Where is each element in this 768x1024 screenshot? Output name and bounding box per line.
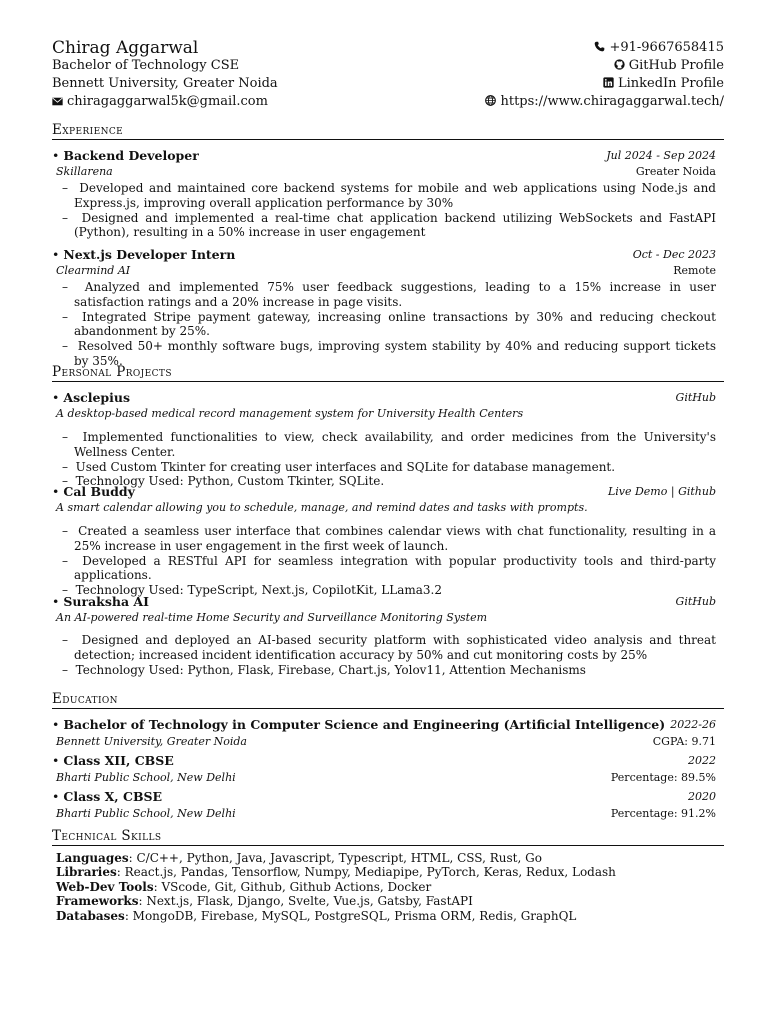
- bullet-item: – Integrated Stripe payment gateway, increasing online transactions by 30% and reducing checkout abandonment by 25%.: [62, 310, 716, 340]
- skill-value: C/C++, Python, Java, Javascript, Typescript, HTML, CSS, Rust, Go: [136, 851, 542, 865]
- bullet-item: – Developed a RESTful API for seamless integration with popular productivity tools and third-party applications.: [62, 554, 716, 584]
- education-entry-sub: [56, 807, 716, 821]
- degree-title: Class X, CBSE: [63, 789, 163, 804]
- job-location: Remote: [673, 264, 716, 277]
- skill-value: React.js, Pandas, Tensorflow, Numpy, Mediapipe, PyTorch, Keras, Redux, Lodash: [124, 865, 616, 880]
- email-contact[interactable]: [52, 94, 268, 109]
- bullet-item: – Implemented functionalities to view, check availability, and order medicines from the University's Wellness Center.: [62, 430, 716, 460]
- company-name: Clearmind AI: [56, 264, 131, 277]
- github-icon: [614, 59, 625, 70]
- bullet-item: – Technology Used: Python, Custom Tkinter, SQLite.: [62, 474, 716, 489]
- bullet-item: – Technology Used: TypeScript, Next.js, CopilotKit, LLama3.2: [62, 583, 716, 598]
- skill-value: VScode, Git, Github, Github Actions, Docker: [161, 879, 432, 894]
- project-entry-sub: [56, 407, 716, 421]
- candidate-name: Chirag Aggarwal: [52, 38, 199, 58]
- skill-label: Libraries: [56, 865, 117, 880]
- linkedin-text: LinkedIn Profile: [617, 76, 724, 91]
- education-score: Percentage: 91.2%: [610, 807, 716, 820]
- education-date: 2022: [688, 754, 716, 767]
- experience-entry-sub: [56, 165, 716, 179]
- skill-value: MongoDB, Firebase, MySQL, PostgreSQL, Prisma ORM, Redis, GraphQL: [132, 908, 577, 923]
- project-link[interactable]: GitHub: [675, 391, 716, 404]
- skills-list: [56, 851, 716, 923]
- project-entry-title: • Cal Buddy Live Demo | Github: [52, 484, 716, 499]
- education-entry-title: • Class X, CBSE 2020: [52, 789, 716, 804]
- experience-entry-title: • Backend Developer Jul 2024 - Sep 2024: [52, 148, 716, 163]
- website-link[interactable]: [485, 94, 724, 109]
- school-name: Bharti Public School, New Delhi: [56, 807, 236, 820]
- project-title: Suraksha AI: [63, 594, 149, 609]
- project-entry-title: • Asclepius GitHub: [52, 390, 716, 405]
- bullet-item: – Used Custom Tkinter for creating user interfaces and SQLite for database management.: [62, 460, 716, 475]
- degree-title: Bachelor of Technology in Computer Science and Engineering (Artificial Intelligence): [63, 717, 666, 732]
- job-location: Greater Noida: [635, 165, 716, 178]
- job-date: Jul 2024 - Sep 2024: [606, 149, 716, 162]
- degree-text: Bachelor of Technology CSE: [52, 58, 240, 73]
- project-description: An AI-powered real-time Home Security and Surveillance Monitoring System: [56, 611, 488, 624]
- phone-text: +91-9667658415: [609, 40, 724, 55]
- project-entry-title: • Suraksha AI GitHub: [52, 594, 716, 609]
- job-title: Next.js Developer Intern: [63, 247, 236, 262]
- degree-title: Class XII, CBSE: [63, 753, 174, 768]
- company-name: Skillarena: [56, 165, 113, 178]
- project-title: Asclepius: [63, 390, 131, 405]
- education-entry-title: • Bachelor of Technology in Computer Science and Engineering (Artificial Intelligence) 2022-26: [52, 717, 716, 732]
- skills-row: Databases: MongoDB, Firebase, MySQL, PostgreSQL, Prisma ORM, Redis, GraphQL: [56, 908, 577, 923]
- job-date: Oct - Dec 2023: [632, 248, 716, 261]
- skills-row: Languages: C/C++, Python, Java, Javascript, Typescript, HTML, CSS, Rust, Go: [56, 851, 542, 865]
- globe-icon: [485, 95, 496, 106]
- projects-heading: Personal Projects: [52, 364, 724, 382]
- project-entry-sub: [56, 501, 716, 515]
- experience-entry-sub: [56, 264, 716, 278]
- education-score: CGPA: 9.71: [652, 735, 716, 748]
- job-title: Backend Developer: [63, 148, 199, 163]
- bullet-item: – Technology Used: Python, Flask, Firebase, Chart.js, Yolov11, Attention Mechanisms: [62, 663, 716, 678]
- linkedin-icon: [603, 77, 614, 88]
- bullet-item: – Designed and implemented a real-time chat application backend utilizing WebSockets and FastAPI (Python), resulting in a 50% increase in user engagement: [62, 211, 716, 241]
- school-name: Bharti Public School, New Delhi: [56, 771, 236, 784]
- skill-label: Databases: [56, 908, 125, 923]
- education-entry-title: • Class XII, CBSE 2022: [52, 753, 716, 768]
- github-profile-link[interactable]: [614, 58, 724, 73]
- skills-row: Web-Dev Tools: VScode, Git, Github, Github Actions, Docker: [56, 879, 432, 894]
- github-text: GitHub Profile: [628, 58, 724, 73]
- bullet-item: – Developed and maintained core backend systems for mobile and web applications using Node.js and Express.js, improving overall application performance by 30%: [62, 181, 716, 211]
- education-entry-sub: [56, 771, 716, 785]
- project-bullets: [62, 430, 716, 489]
- education-score: Percentage: 89.5%: [610, 771, 716, 784]
- skills-row: Libraries: React.js, Pandas, Tensorflow, Numpy, Mediapipe, PyTorch, Keras, Redux, Lodash: [56, 865, 616, 880]
- education-heading: Education: [52, 691, 724, 709]
- experience-entry-title: • Next.js Developer Intern Oct - Dec 2023: [52, 247, 716, 262]
- education-entry-sub: [56, 735, 716, 749]
- project-link[interactable]: GitHub: [675, 595, 716, 608]
- skills-heading: Technical Skills: [52, 828, 724, 846]
- experience-heading: Experience: [52, 122, 724, 140]
- job-bullets: [62, 280, 716, 369]
- phone-contact[interactable]: [594, 40, 724, 55]
- phone-icon: [594, 41, 605, 52]
- website-text: https://www.chiragaggarwal.tech/: [500, 94, 724, 109]
- skills-row: Frameworks: Next.js, Flask, Django, Svelte, Vue.js, Gatsby, FastAPI: [56, 894, 473, 909]
- project-link[interactable]: Live Demo | Github: [607, 485, 716, 498]
- linkedin-profile-link[interactable]: [603, 76, 724, 91]
- project-entry-sub: [56, 611, 716, 625]
- email-text: chiragaggarwal5k@gmail.com: [67, 94, 268, 109]
- bullet-item: – Designed and deployed an AI-based security platform with sophisticated video analysis and threat detection; increased incident identification accuracy by 50% and cut monitoring costs by 25%: [62, 633, 716, 663]
- bullet-item: – Resolved 50+ monthly software bugs, improving system stability by 40% and reducing support tickets by 35%.: [62, 339, 716, 369]
- education-date: 2022-26: [670, 718, 716, 731]
- bullet-item: – Created a seamless user interface that combines calendar views with chat functionality, resulting in a 25% increase in user engagement in the first week of launch.: [62, 524, 716, 554]
- skill-label: Frameworks: [56, 894, 139, 909]
- skill-label: Languages: [56, 851, 129, 865]
- project-description: A smart calendar allowing you to schedule, manage, and remind dates and tasks with prompts.: [56, 501, 588, 514]
- envelope-icon: [52, 97, 63, 106]
- job-bullets: [62, 181, 716, 240]
- university-text: Bennett University, Greater Noida: [52, 76, 278, 91]
- skill-label: Web-Dev Tools: [56, 879, 154, 894]
- school-name: Bennett University, Greater Noida: [56, 735, 247, 748]
- resume-header: [52, 40, 724, 112]
- project-title: Cal Buddy: [63, 484, 135, 499]
- project-description: A desktop-based medical record management system for University Health Centers: [56, 407, 524, 420]
- skill-value: Next.js, Flask, Django, Svelte, Vue.js, Gatsby, FastAPI: [146, 894, 473, 909]
- bullet-item: – Analyzed and implemented 75% user feedback suggestions, leading to a 15% increase in user satisfaction ratings and a 20% increase in page visits.: [62, 280, 716, 310]
- project-bullets: [62, 524, 716, 598]
- project-bullets: [62, 633, 716, 677]
- education-date: 2020: [688, 790, 716, 803]
